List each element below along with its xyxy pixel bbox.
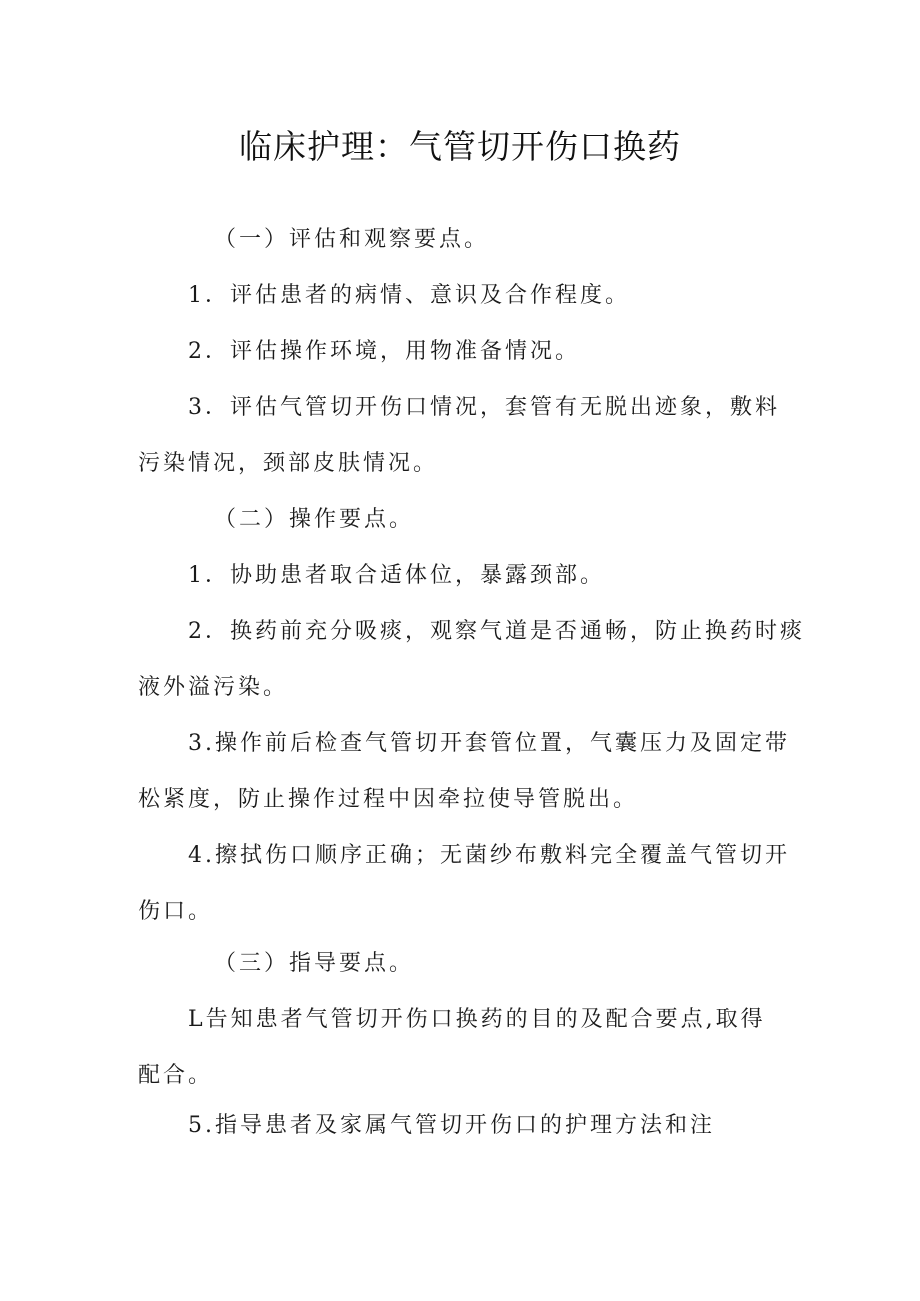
paragraph-line: 配合。 [138,1063,214,1088]
paragraph-line: （三）指导要点。 [214,951,415,976]
list-item-suction [138,604,805,716]
list-item-guide-family [138,1098,798,1154]
paragraph-line: 液外溢污染。 [138,675,289,700]
list-item-assess-wound [138,380,798,492]
list-item-assess-environment [138,324,798,380]
paragraph-line: 2．评估操作环境，用物准备情况。 [188,339,580,364]
paragraph-line: （二）操作要点。 [214,507,415,532]
paragraph-line: 3．评估气管切开伤口情况，套管有无脱出迹象，敷料 [188,395,780,420]
paragraph-line: 1．协助患者取合适体位，暴露颈部。 [188,563,605,588]
paragraph-line: 4.擦拭伤口顺序正确；无菌纱布敷料完全覆盖气管切开 [188,843,790,868]
paragraph-line: 污染情况，颈部皮肤情况。 [138,451,439,476]
paragraph-line: 3.操作前后检查气管切开套管位置，气囊压力及固定带 [188,731,790,756]
paragraph-line: 2．换药前充分吸痰，观察气道是否通畅，防止换药时痰 [188,619,805,644]
paragraph-line: （一）评估和观察要点。 [214,227,490,252]
section-heading-assessment [138,212,798,268]
list-item-wipe-wound [138,828,798,940]
paragraph-line: 5.指导患者及家属气管切开伤口的护理方法和注 [188,1113,715,1138]
list-item-check-cannula [138,716,798,828]
list-item-assess-condition [138,268,798,324]
paragraph-line: 1．评估患者的病情、意识及合作程度。 [188,283,630,308]
paragraph-line: L告知患者气管切开伤口换药的目的及配合要点,取得 [188,1007,766,1032]
document-title: 临床护理：气管切开伤口换药 [239,127,681,166]
section-heading-operation [138,492,798,548]
paragraph-line: 伤口。 [138,899,214,924]
list-item-inform-patient [138,992,798,1104]
section-heading-guidance [138,936,798,992]
paragraph-line: 松紧度，防止操作过程中因牵拉使导管脱出。 [138,787,639,812]
list-item-position-patient [138,548,798,604]
